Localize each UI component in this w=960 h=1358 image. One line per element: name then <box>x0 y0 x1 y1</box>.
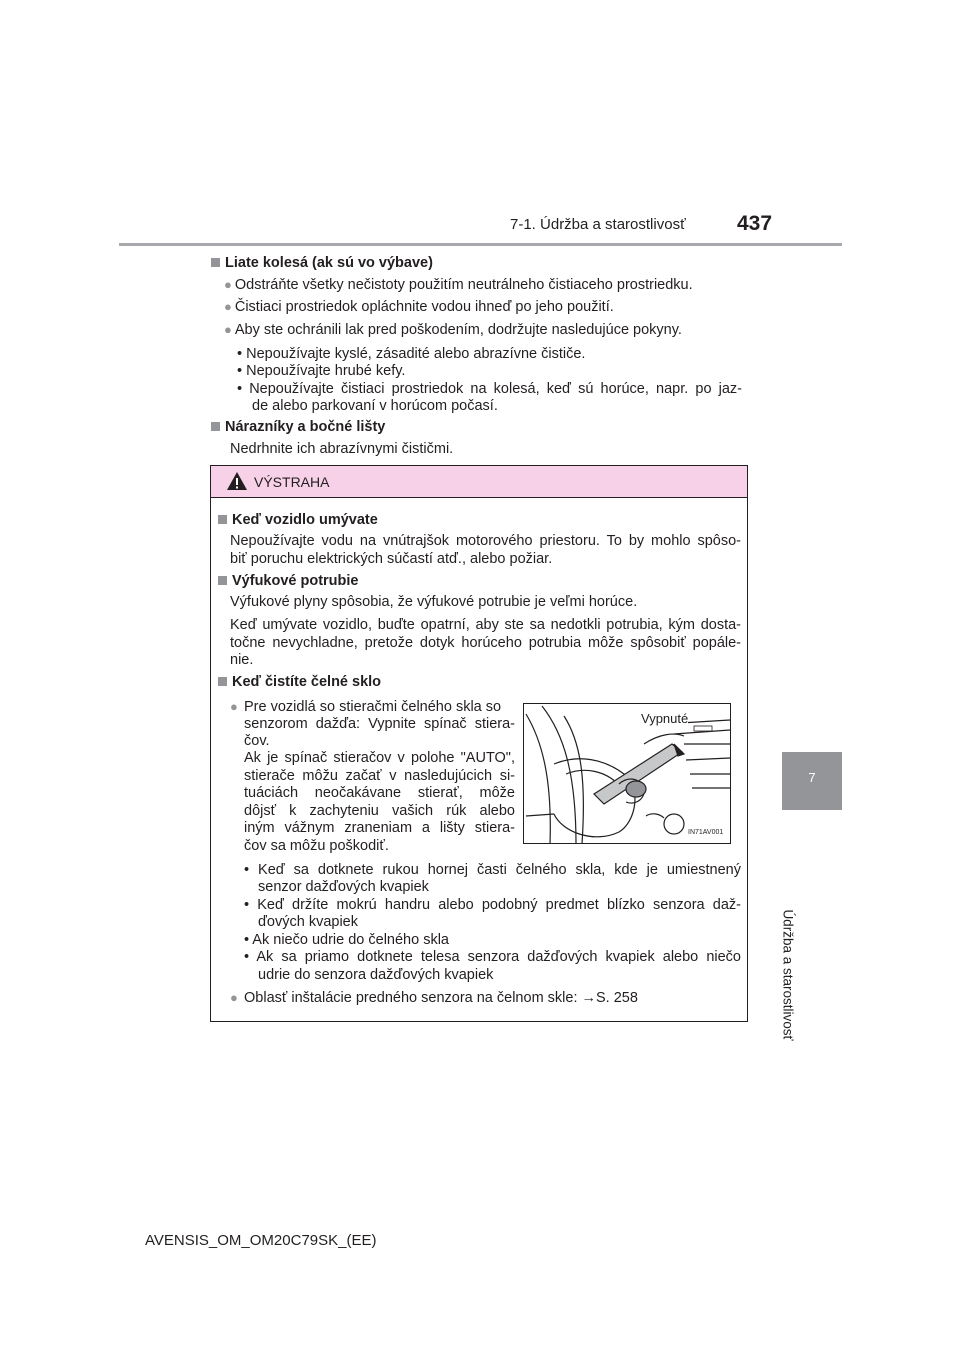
bullet-icon: ● <box>224 299 232 314</box>
switch-off-label: Vypnuté <box>641 711 689 726</box>
bullet-icon: ● <box>224 277 232 292</box>
bullet-icon: ● <box>230 699 238 714</box>
sensor-line: tuáciách neočakávane stierať, môže <box>244 785 515 801</box>
sensor-bullet: • Keď sa dotknete rukou hornej časti čelného skla, kde je umiestnený <box>244 862 741 878</box>
warning-title: VÝSTRAHA <box>254 474 330 490</box>
sensor-line: senzorom dažďa: Vypnite spínač stiera- <box>244 716 515 732</box>
document-code: AVENSIS_OM_OM20C79SK_(EE) <box>145 1232 377 1249</box>
square-bullet-icon <box>211 258 220 267</box>
page-number: 437 <box>737 212 773 235</box>
square-bullet-icon <box>218 576 227 585</box>
sensor-line: Ak je spínač stieračov v polohe "AUTO", <box>244 750 515 766</box>
sensor-line: dôjsť k zachyteniu vašich rúk alebo <box>244 803 515 819</box>
sub-list-item-continued: de alebo parkovaní v horúcom počasí. <box>252 398 498 414</box>
sensor-bullet: • Ak niečo udrie do čelného skla <box>244 932 449 948</box>
sub-list-item: • Nepoužívajte čistiaci prostriedok na kolesá, keď sú horúce, napr. po jaz- <box>237 381 742 397</box>
bullet-icon: ● <box>230 990 238 1005</box>
sensor-line: Pre vozidlá so stieračmi čelného skla so <box>244 699 502 715</box>
exhaust-line: nie. <box>230 652 254 668</box>
chapter-label: Údržba a starostlivosť <box>780 909 796 1041</box>
heading-alloy-wheels: Liate kolesá (ak sú vo výbave) <box>211 254 433 272</box>
sensor-bullet-continued: senzor dažďových kvapiek <box>258 879 429 895</box>
washing-line: biť poruchu elektrických súčastí atď., alebo požiar. <box>230 551 553 567</box>
list-item: ● Aby ste ochránili lak pred poškodením, dodržujte nasledujúce pokyny. <box>224 322 682 338</box>
sensor-bullet: • Ak sa priamo dotknete telesa senzora dažďových kvapiek alebo niečo <box>244 949 741 965</box>
sensor-line: stierače môžu začať v nasledujúcich si- <box>244 768 515 784</box>
sub-list-item: • Nepoužívajte kyslé, zásadité alebo abrazívne čističe. <box>237 346 586 362</box>
section-title: 7-1. Údržba a starostlivosť <box>510 216 686 233</box>
sensor-line: iným vážnym zraneniam a lišty stiera- <box>244 820 515 836</box>
wiper-switch-illustration <box>523 703 731 844</box>
header-divider <box>119 243 842 246</box>
steering-column-illustration <box>524 704 731 844</box>
sub-list-item: • Nepoužívajte hrubé kefy. <box>237 363 406 379</box>
heading-bumpers: Nárazníky a bočné lišty <box>211 418 385 436</box>
warning-icon <box>226 471 248 491</box>
square-bullet-icon <box>218 677 227 686</box>
heading-windshield: Keď čistíte čelné sklo <box>218 673 381 691</box>
exhaust-line: Výfukové plyny spôsobia, že výfukové potrubie je veľmi horúce. <box>230 594 638 610</box>
heading-washing: Keď vozidlo umývate <box>218 511 378 529</box>
sensor-area-text: Oblasť inštalácie predného senzora na čelnom skle: →S. 258 <box>244 990 638 1006</box>
sensor-bullet-continued: ďových kvapiek <box>258 914 358 930</box>
bumpers-text: Nedrhnite ich abrazívnymi čističmi. <box>230 441 454 457</box>
sensor-bullet-continued: udrie do senzora dažďových kvapiek <box>258 967 494 983</box>
exhaust-line: točne nevychladne, pretože dotyk horúceho potrubia môže spôsobiť popále- <box>230 635 741 651</box>
washing-line: Nepoužívajte vodu na vnútrajšok motorového priestoru. To by mohlo spôso- <box>230 533 741 549</box>
chapter-number: 7 <box>808 770 816 785</box>
figure-code: IN71AV001 <box>688 829 724 836</box>
heading-exhaust: Výfukové potrubie <box>218 572 359 590</box>
square-bullet-icon <box>211 422 220 431</box>
sensor-bullet: • Keď držíte mokrú handru alebo podobný predmet blízko senzora daž- <box>244 897 741 913</box>
sensor-line: čov. <box>244 733 270 749</box>
list-item: ● Čistiaci prostriedok opláchnite vodou ihneď po jeho použití. <box>224 299 614 315</box>
exhaust-line: Keď umývate vozidlo, buďte opatrní, aby ste sa nedotkli potrubia, kým dosta- <box>230 617 741 633</box>
list-item: ● Odstráňte všetky nečistoty použitím neutrálneho čistiaceho prostriedku. <box>224 277 693 293</box>
sensor-line: čov sa môžu poškodiť. <box>244 838 389 854</box>
bullet-icon: ● <box>224 322 232 337</box>
square-bullet-icon <box>218 515 227 524</box>
